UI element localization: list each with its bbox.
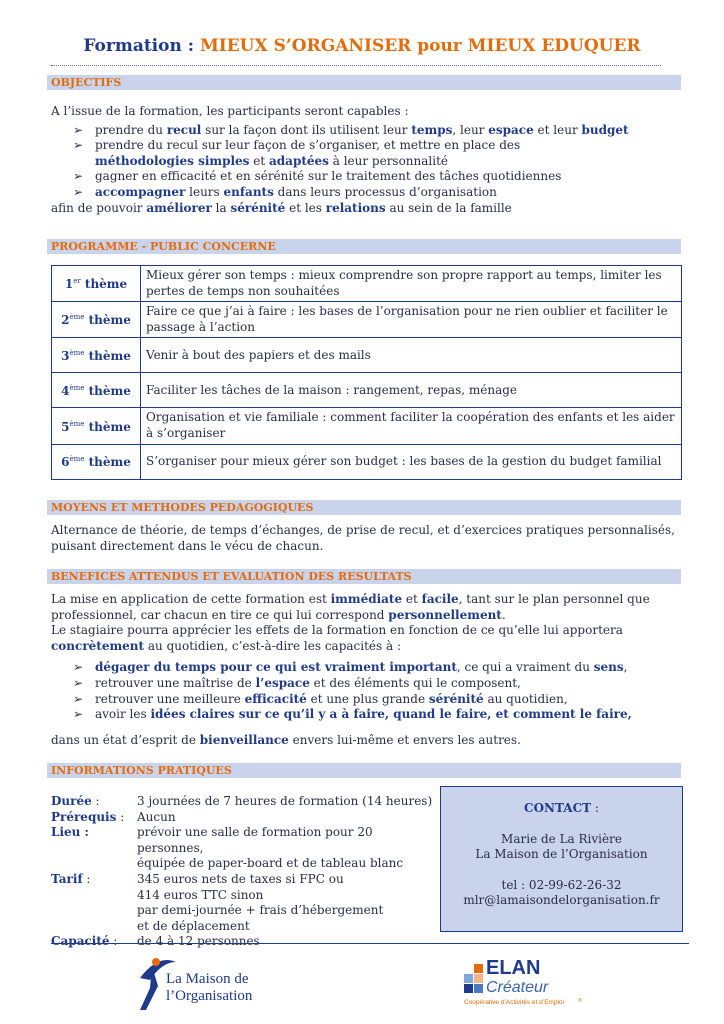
logo-elan: ELAN <box>486 957 541 979</box>
table-row <box>52 302 682 338</box>
list-item: ➢ gagner en efficacité et en sérénité sur le traitement des tâches quotidiennes <box>73 169 562 184</box>
elan-createur-logo <box>462 952 592 1012</box>
table-row <box>52 444 682 479</box>
theme-label: 3ème thème <box>52 338 141 373</box>
table-row <box>52 408 682 444</box>
arrow-icon: ➢ <box>73 707 84 722</box>
objectifs-block <box>51 104 681 216</box>
contact-org: La Maison de l’Organisation <box>475 847 648 862</box>
info-row-duree: Durée : 3 journées de 7 heures de formation (14 heures) <box>51 794 433 808</box>
page-title: Formation : MIEUX S’ORGANISER pour MIEUX EDUQUER <box>83 36 641 56</box>
theme-text: Organisation et vie familiale : comment faciliter la coopération des enfants et les aider à s’organiser <box>141 408 682 444</box>
section-moyens: MOYENS ET METHODES PEDAGOGIQUES <box>47 500 681 515</box>
theme-label: 1er thème <box>52 266 141 302</box>
logo-text-line2: l’Organisation <box>166 988 253 1004</box>
theme-text: S’organiser pour mieux gérer son budget : les bases de la gestion du budget familial <box>141 444 682 479</box>
contact-phone: tel : 02-99-62-26-32 <box>501 877 622 892</box>
arrow-icon: ➢ <box>73 169 84 184</box>
programme-table <box>51 265 682 480</box>
list-item: ➢ dégager du temps pour ce qui est vraiment important, ce qui a vraiment du sens, <box>73 660 628 675</box>
section-programme: PROGRAMME - PUBLIC CONCERNE <box>47 239 681 254</box>
list-item: ➢ avoir les idées claires sur ce qu’il y a à faire, quand le faire, et comment le faire, <box>73 707 632 722</box>
theme-text: Mieux gérer son temps : mieux comprendre son propre rapport au temps, limiter les pertes de temps non souhaitées <box>141 266 682 302</box>
theme-text: Faciliter les tâches de la maison : rangement, repas, ménage <box>141 373 682 408</box>
info-row-tarif: Tarif : 345 euros nets de taxes si FPC ou 414 euros TTC sinon par demi-journée + frais d’hébergement et de déplacement <box>51 871 384 933</box>
theme-label: 5ème thème <box>52 408 141 444</box>
benefices-p1: La mise en application de cette formation est immédiate et facile, tant sur le plan personnel que professionnel, car chacun en tire ce qui lui correspond personnellement. <box>51 592 650 622</box>
table-row <box>52 266 682 302</box>
logo-text-line1: La Maison de <box>166 971 249 987</box>
contact-box <box>440 786 683 932</box>
theme-label: 2ème thème <box>52 302 141 338</box>
section-objectifs: OBJECTIFS <box>47 75 681 90</box>
list-item: ➢ retrouver une maîtrise de l’espace et des éléments qui le composent, <box>73 675 521 690</box>
table-row <box>52 338 682 373</box>
info-row-prerequis: Prérequis : Aucun <box>51 809 176 824</box>
theme-text: Venir à bout des papiers et des mails <box>141 338 682 373</box>
section-infos: INFORMATIONS PRATIQUES <box>47 763 681 778</box>
footer-divider <box>51 943 689 944</box>
benefices-outro: dans un état d’esprit de bienveillance envers lui-même et envers les autres. <box>51 732 521 747</box>
arrow-icon: ➢ <box>73 660 84 675</box>
theme-label: 4ème thème <box>52 373 141 408</box>
objectifs-intro: A l’issue de la formation, les participants seront capables : <box>51 104 409 118</box>
table-row <box>52 373 682 408</box>
list-item: ➢ prendre du recul sur leur façon de s’organiser, et mettre en place des méthodologies simples et adaptées à leur personnalité <box>73 138 521 168</box>
objectifs-outro: afin de pouvoir améliorer la sérénité et les relations au sein de la famille <box>51 200 512 215</box>
info-row-capacite: Capacité : de 4 à 12 personnes <box>51 934 260 949</box>
arrow-icon: ➢ <box>73 138 84 153</box>
arrow-icon: ➢ <box>73 675 84 690</box>
benefices-p2: Le stagiaire pourra apprécier les effets de la formation en fonction de ce qu’elle lui apportera concrètement au quotidien, c’est-à-dire les capacités à : <box>51 623 623 653</box>
contact-name: Marie de La Rivière <box>501 831 622 846</box>
list-item: ➢ prendre du recul sur la façon dont ils utilisent leur temps, leur espace et leur budget <box>73 122 629 137</box>
list-item: ➢ accompagner leurs enfants dans leurs processus d’organisation <box>73 184 497 199</box>
theme-label: 6ème thème <box>52 444 141 479</box>
info-row-lieu: Lieu : prévoir une salle de formation pour 20 personnes, équipée de paper-board et de tableau blanc <box>51 825 404 871</box>
infos-block <box>51 794 437 950</box>
moyens-text: Alternance de théorie, de temps d’échanges, de prise de recul, et d’exercices pratiques personnalisés, puisant directement dans le vécu de chacun. <box>51 523 675 553</box>
arrow-icon: ➢ <box>73 184 84 199</box>
logo-dot <box>152 958 160 966</box>
logo-registered: ® <box>578 998 582 1004</box>
theme-text: Faire ce que j’ai à faire : les bases de l’organisation pour ne rien oublier et faciliter le passage à l’action <box>141 302 682 338</box>
arrow-icon: ➢ <box>73 691 84 706</box>
logo-createur: Créateur <box>486 979 549 996</box>
section-benefices: BENEFICES ATTENDUS ET EVALUATION DES RESULTATS <box>47 569 681 584</box>
contact-title: CONTACT : <box>524 801 599 815</box>
maison-organisation-logo <box>136 950 276 1012</box>
list-item: ➢ retrouver une meilleure efficacité et une plus grande sérénité au quotidien, <box>73 691 568 706</box>
arrow-icon: ➢ <box>73 122 84 137</box>
contact-email: mlr@lamaisondelorganisation.fr <box>463 893 660 908</box>
title-divider <box>51 65 661 66</box>
logo-tagline: Coopérative d’Activités et d’Emploi <box>464 999 565 1006</box>
benefices-block <box>51 592 681 748</box>
